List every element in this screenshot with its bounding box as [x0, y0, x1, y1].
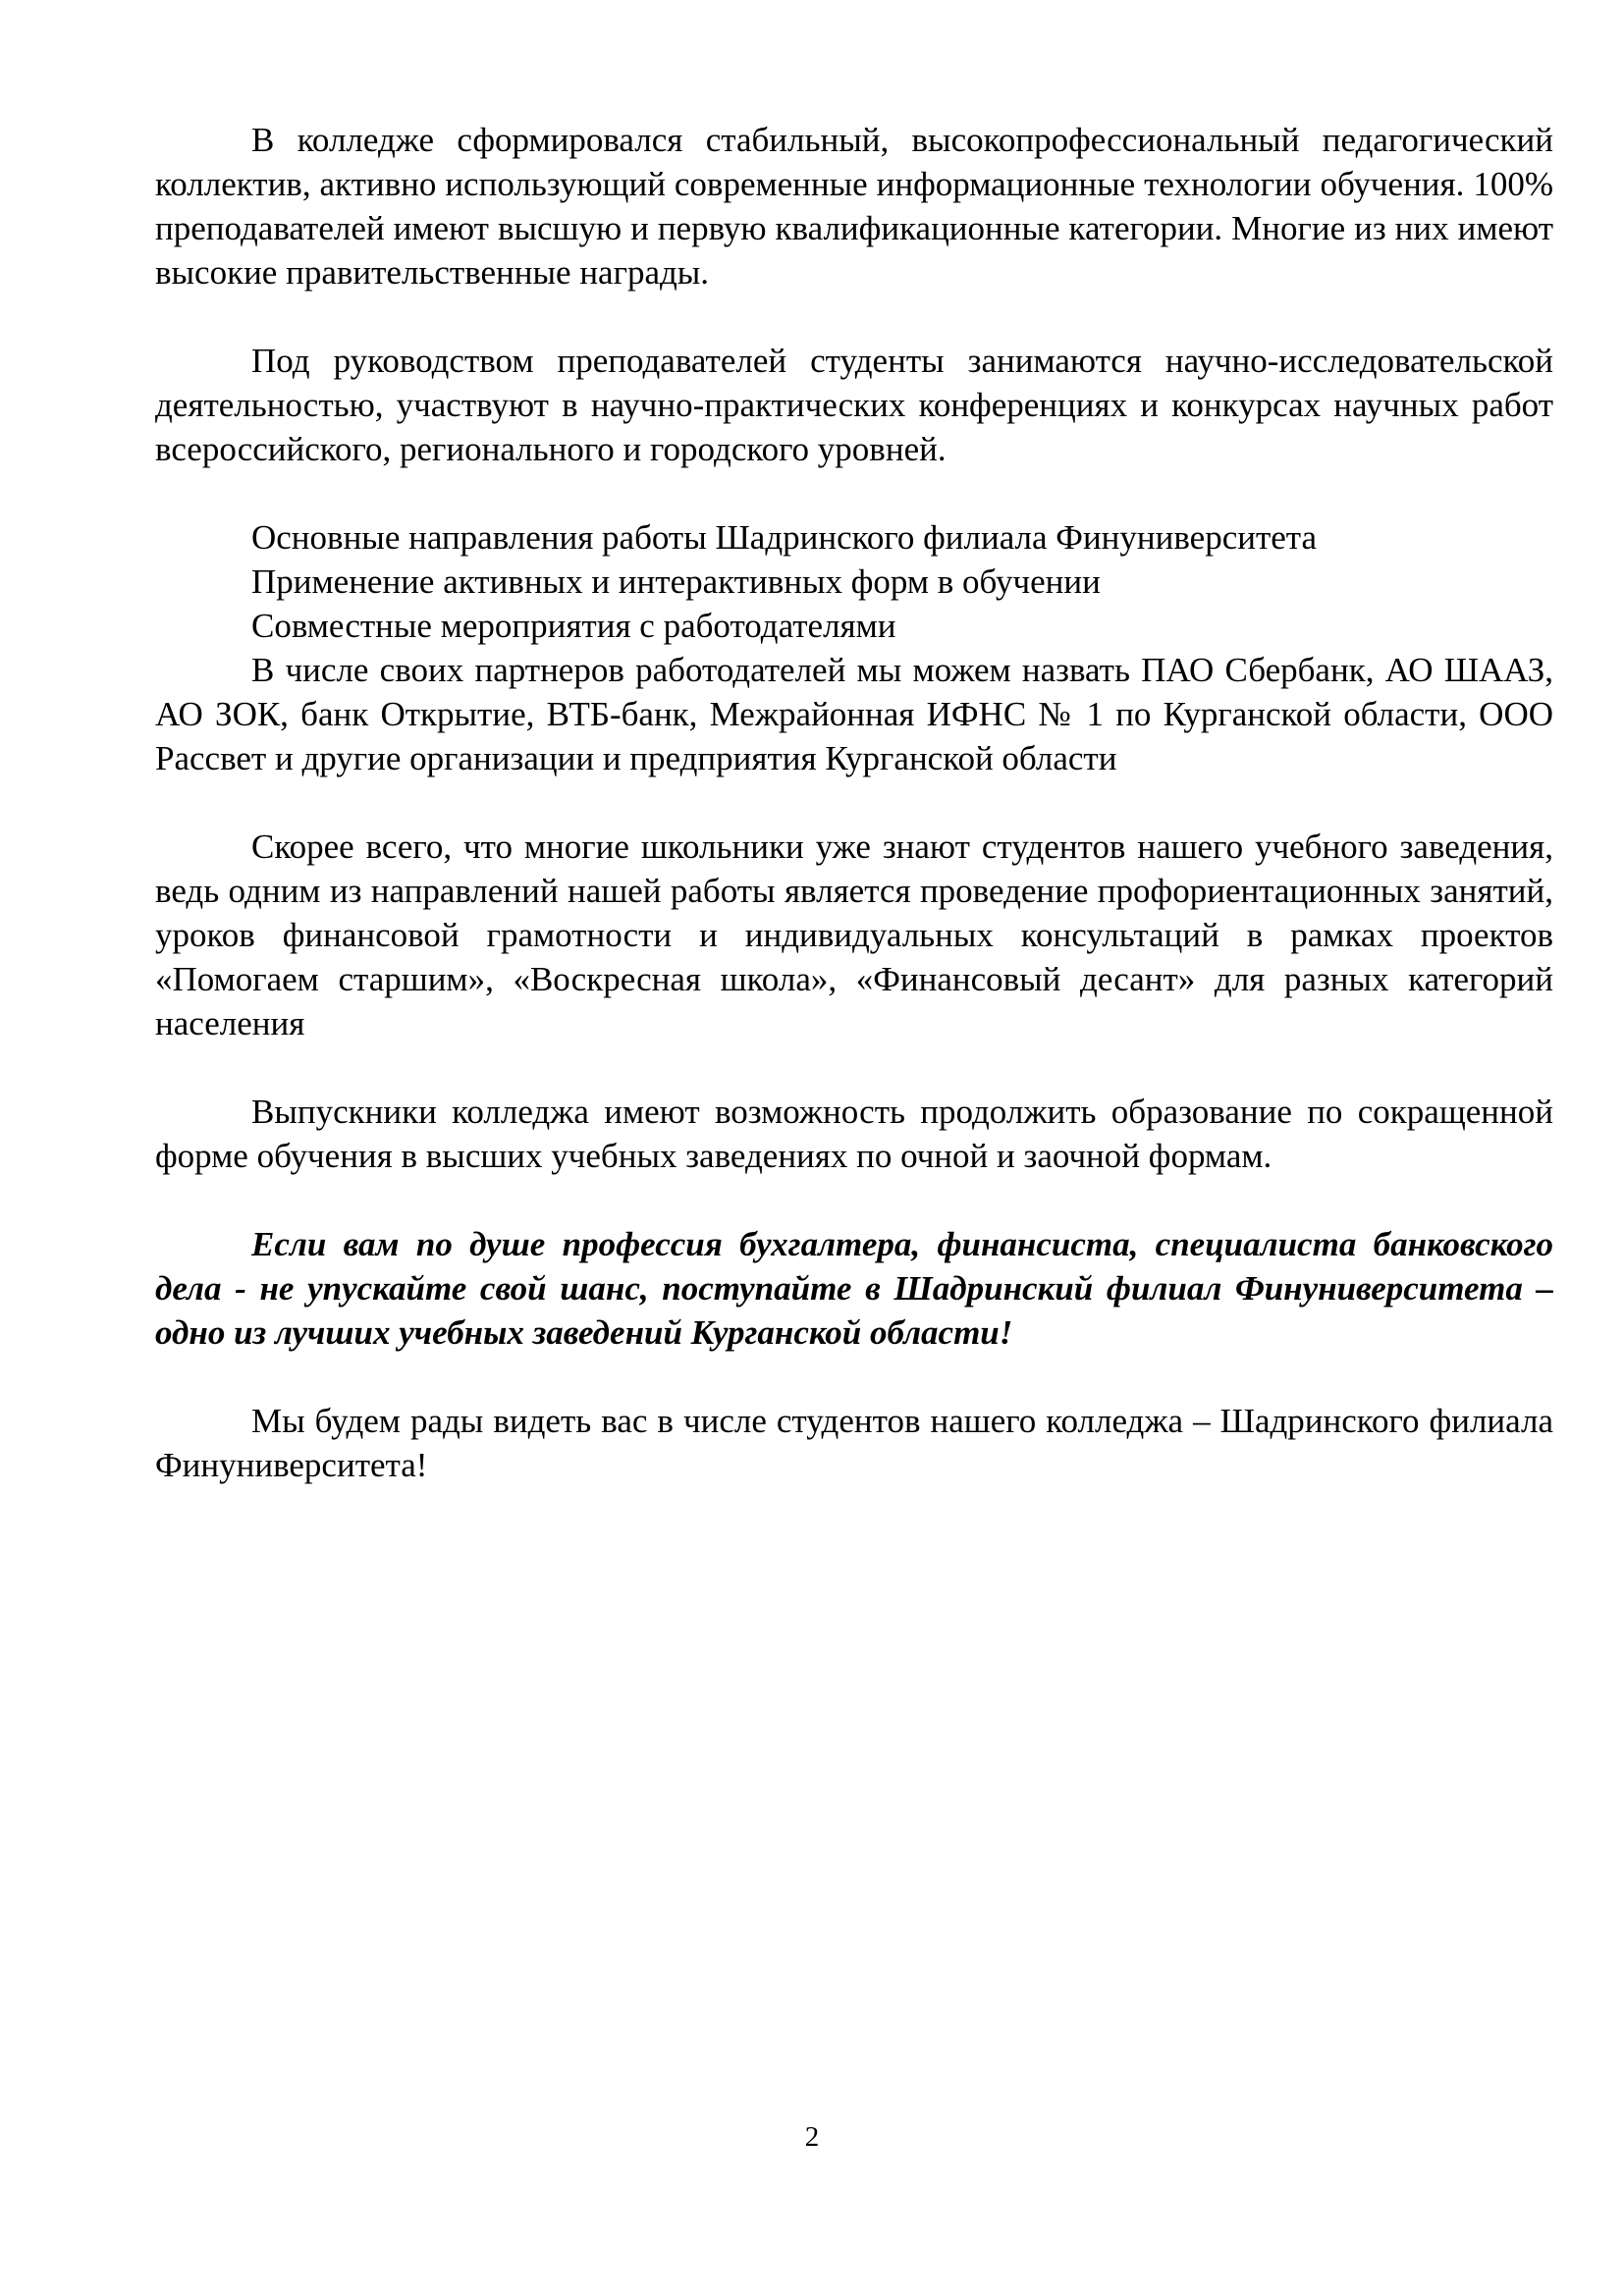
paragraph-outreach: Скорее всего, что многие школьники уже знают студентов нашего учебного заведения, ведь одним из направлений нашей работы является проведение профориентационных занятий, уроков финансовой грамотности и индивидуальных консультаций в рамках проектов «Помогаем старшим», «Воскресная школа», «Финансовый десант» для разных категорий населения: [155, 828, 1553, 1042]
paragraph-research: Под руководством преподавателей студенты занимаются научно-исследовательской деятельностью, участвуют в научно-практических конференциях и конкурсах научных работ всероссийского, регионального и городского уровней.: [155, 342, 1553, 468]
paragraph-partners: В числе своих партнеров работодателей мы можем назвать ПАО Сбербанк, АО ШААЗ, АО ЗОК, банк Открытие, ВТБ-банк, Межрайонная ИФНС № 1 по Курганской области, ООО Рассвет и другие организации и предприятия Курганской области: [155, 651, 1553, 777]
paragraph-staff: В колледже сформировался стабильный, высокопрофессиональный педагогический коллектив, активно использующий современные информационные технологии обучения. 100% преподавателей имеют высшую и первую квалификационные категории. Многие из них имеют высокие правительственные награды.: [155, 121, 1553, 292]
paragraph-spacer: [155, 1045, 1553, 1090]
direction-item-2: Совместные мероприятия с работодателями: [251, 607, 896, 645]
paragraph-spacer: [155, 1178, 1553, 1222]
document-body: [155, 118, 1553, 1487]
paragraph-spacer: [155, 294, 1553, 339]
direction-item-1: Применение активных и интерактивных форм в обучении: [251, 562, 1101, 601]
paragraph-graduates: Выпускники колледжа имеют возможность продолжить образование по сокращенной форме обучения в высших учебных заведениях по очной и заочной формам.: [155, 1093, 1553, 1175]
page-number: 2: [804, 2121, 820, 2153]
paragraph-spacer: [155, 471, 1553, 515]
directions-heading: Основные направления работы Шадринского филиала Финуниверситета: [251, 518, 1318, 557]
paragraph-spacer: [155, 780, 1553, 825]
paragraph-spacer: [155, 1355, 1553, 1399]
paragraph-closing: Мы будем рады видеть вас в числе студентов нашего колледжа – Шадринского филиала Финуниверситета!: [155, 1402, 1553, 1484]
call-to-action: Если вам по душе профессия бухгалтера, финансиста, специалиста банковского дела - не упускайте свой шанс, поступайте в Шадринский филиал Финуниверситета – одно из лучших учебных заведений Курганской области!: [155, 1225, 1553, 1352]
